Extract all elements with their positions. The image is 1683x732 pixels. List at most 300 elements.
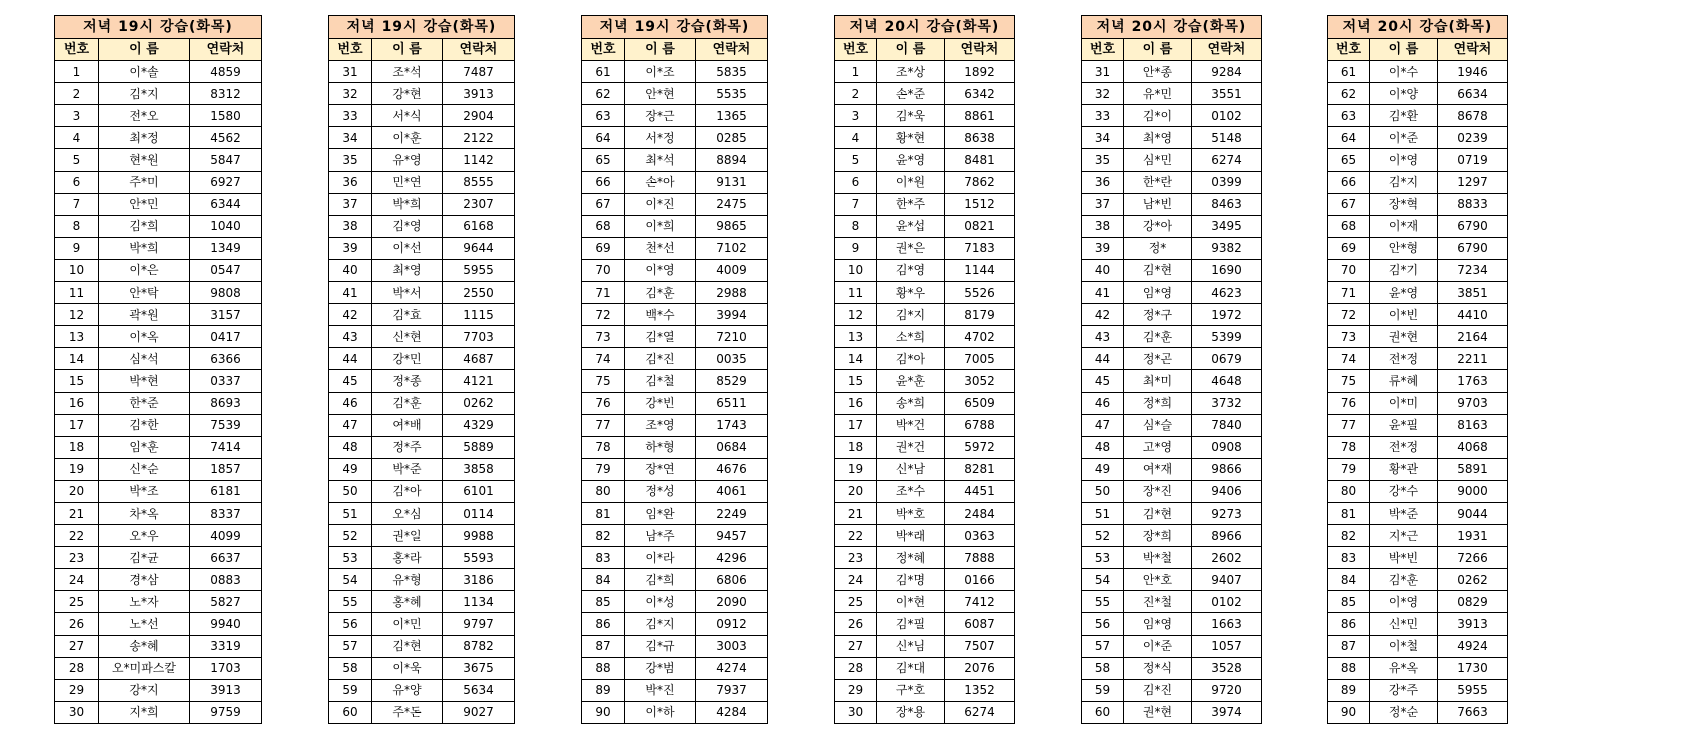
member-name: 장*용 bbox=[877, 701, 945, 723]
member-name: 최*석 bbox=[625, 149, 696, 171]
member-contact: 9382 bbox=[1192, 237, 1262, 259]
table-row bbox=[835, 282, 1015, 304]
member-contact: 6927 bbox=[190, 171, 262, 193]
member-name: 박*준 bbox=[372, 458, 443, 480]
table-row bbox=[329, 569, 515, 591]
row-number: 62 bbox=[582, 83, 625, 105]
member-name: 김*지 bbox=[99, 83, 190, 105]
member-contact: 8678 bbox=[1438, 105, 1508, 127]
member-name: 권*은 bbox=[877, 237, 945, 259]
row-number: 18 bbox=[55, 436, 99, 458]
member-contact: 7663 bbox=[1438, 701, 1508, 723]
row-number: 48 bbox=[329, 436, 372, 458]
member-name: 이*조 bbox=[625, 61, 696, 83]
member-contact: 9720 bbox=[1192, 679, 1262, 701]
table-row bbox=[835, 525, 1015, 547]
member-contact: 8337 bbox=[190, 502, 262, 524]
member-contact: 1115 bbox=[443, 304, 515, 326]
member-name: 이*욱 bbox=[372, 657, 443, 679]
member-name: 이*솔 bbox=[99, 61, 190, 83]
row-number: 28 bbox=[835, 657, 877, 679]
member-name: 유*형 bbox=[372, 569, 443, 591]
member-contact: 9027 bbox=[443, 701, 515, 723]
member-contact: 0102 bbox=[1192, 591, 1262, 613]
roster-table-4 bbox=[834, 15, 1015, 724]
member-name: 장*근 bbox=[625, 105, 696, 127]
table-row bbox=[329, 326, 515, 348]
row-number: 59 bbox=[329, 679, 372, 701]
row-number: 14 bbox=[835, 348, 877, 370]
row-number: 88 bbox=[1328, 657, 1370, 679]
member-name: 이*하 bbox=[625, 701, 696, 723]
member-name: 김*영 bbox=[877, 259, 945, 281]
member-contact: 4562 bbox=[190, 127, 262, 149]
member-contact: 5835 bbox=[696, 61, 768, 83]
member-name: 이*선 bbox=[372, 237, 443, 259]
row-number: 17 bbox=[55, 414, 99, 436]
row-number: 19 bbox=[55, 458, 99, 480]
table-row bbox=[582, 282, 768, 304]
member-name: 신*남 bbox=[877, 458, 945, 480]
row-number: 53 bbox=[1082, 547, 1124, 569]
column-header-no: 번호 bbox=[835, 39, 877, 61]
member-contact: 9644 bbox=[443, 237, 515, 259]
table-row bbox=[329, 458, 515, 480]
member-contact: 4061 bbox=[696, 480, 768, 502]
row-number: 76 bbox=[1328, 392, 1370, 414]
row-number: 35 bbox=[329, 149, 372, 171]
member-contact: 5889 bbox=[443, 436, 515, 458]
member-name: 강*주 bbox=[1370, 679, 1438, 701]
member-name: 정*구 bbox=[1124, 304, 1192, 326]
member-name: 심*민 bbox=[1124, 149, 1192, 171]
member-name: 윤*영 bbox=[877, 149, 945, 171]
member-name: 이*영 bbox=[625, 259, 696, 281]
member-contact: 1512 bbox=[945, 193, 1015, 215]
table-row bbox=[1328, 569, 1508, 591]
column-header-name: 이 름 bbox=[372, 39, 443, 61]
member-contact: 6168 bbox=[443, 215, 515, 237]
member-contact: 1857 bbox=[190, 458, 262, 480]
row-number: 2 bbox=[835, 83, 877, 105]
member-name: 권*현 bbox=[1370, 326, 1438, 348]
member-contact: 0166 bbox=[945, 569, 1015, 591]
row-number: 32 bbox=[329, 83, 372, 105]
table-row bbox=[582, 370, 768, 392]
member-name: 손*아 bbox=[625, 171, 696, 193]
member-name: 주*미 bbox=[99, 171, 190, 193]
table-row bbox=[1082, 657, 1262, 679]
member-contact: 0883 bbox=[190, 569, 262, 591]
table-row bbox=[329, 105, 515, 127]
row-number: 65 bbox=[582, 149, 625, 171]
row-number: 8 bbox=[55, 215, 99, 237]
row-number: 73 bbox=[1328, 326, 1370, 348]
member-name: 고*영 bbox=[1124, 436, 1192, 458]
row-number: 5 bbox=[55, 149, 99, 171]
member-name: 최*영 bbox=[372, 259, 443, 281]
member-contact: 6790 bbox=[1438, 215, 1508, 237]
table-title: 저녁 19시 강습(화목) bbox=[582, 16, 768, 39]
row-number: 89 bbox=[1328, 679, 1370, 701]
table-row bbox=[329, 502, 515, 524]
member-name: 안*호 bbox=[1124, 569, 1192, 591]
table-row bbox=[835, 304, 1015, 326]
member-name: 임*영 bbox=[1124, 282, 1192, 304]
member-contact: 7005 bbox=[945, 348, 1015, 370]
member-contact: 3319 bbox=[190, 635, 262, 657]
row-number: 25 bbox=[55, 591, 99, 613]
member-contact: 6509 bbox=[945, 392, 1015, 414]
row-number: 6 bbox=[55, 171, 99, 193]
table-row bbox=[55, 679, 262, 701]
table-row bbox=[582, 83, 768, 105]
table-title: 저녁 19시 강습(화목) bbox=[55, 16, 262, 39]
member-name: 김*희 bbox=[99, 215, 190, 237]
row-number: 9 bbox=[835, 237, 877, 259]
member-name: 홍*라 bbox=[372, 547, 443, 569]
member-contact: 7487 bbox=[443, 61, 515, 83]
member-name: 김*기 bbox=[1370, 259, 1438, 281]
member-name: 박*조 bbox=[99, 480, 190, 502]
member-name: 윤*영 bbox=[1370, 282, 1438, 304]
row-number: 2 bbox=[55, 83, 99, 105]
member-name: 정*성 bbox=[625, 480, 696, 502]
row-number: 45 bbox=[329, 370, 372, 392]
row-number: 44 bbox=[329, 348, 372, 370]
member-name: 여*재 bbox=[1124, 458, 1192, 480]
table-row bbox=[582, 436, 768, 458]
member-contact: 1972 bbox=[1192, 304, 1262, 326]
member-contact: 3994 bbox=[696, 304, 768, 326]
column-header-no: 번호 bbox=[1082, 39, 1124, 61]
member-name: 지*희 bbox=[99, 701, 190, 723]
row-number: 63 bbox=[1328, 105, 1370, 127]
table-title: 저녁 20시 강습(화목) bbox=[835, 16, 1015, 39]
table-row bbox=[1082, 127, 1262, 149]
table-row bbox=[1082, 215, 1262, 237]
row-number: 38 bbox=[1082, 215, 1124, 237]
table-row bbox=[55, 348, 262, 370]
member-name: 심*석 bbox=[99, 348, 190, 370]
member-name: 조*영 bbox=[625, 414, 696, 436]
member-contact: 7412 bbox=[945, 591, 1015, 613]
member-name: 유*옥 bbox=[1370, 657, 1438, 679]
member-name: 오*미파스칼 bbox=[99, 657, 190, 679]
table-row bbox=[329, 657, 515, 679]
table-row bbox=[55, 502, 262, 524]
table-row bbox=[1082, 61, 1262, 83]
member-contact: 2122 bbox=[443, 127, 515, 149]
member-contact: 5399 bbox=[1192, 326, 1262, 348]
member-contact: 9797 bbox=[443, 613, 515, 635]
row-number: 74 bbox=[1328, 348, 1370, 370]
column-header-name: 이 름 bbox=[625, 39, 696, 61]
member-contact: 9759 bbox=[190, 701, 262, 723]
row-number: 68 bbox=[1328, 215, 1370, 237]
row-number: 72 bbox=[582, 304, 625, 326]
table-row bbox=[329, 414, 515, 436]
member-contact: 2484 bbox=[945, 502, 1015, 524]
member-contact: 0719 bbox=[1438, 149, 1508, 171]
member-contact: 8163 bbox=[1438, 414, 1508, 436]
member-contact: 4648 bbox=[1192, 370, 1262, 392]
row-number: 28 bbox=[55, 657, 99, 679]
table-row bbox=[835, 348, 1015, 370]
column-header-name: 이 름 bbox=[877, 39, 945, 61]
member-name: 장*진 bbox=[1124, 480, 1192, 502]
row-number: 84 bbox=[1328, 569, 1370, 591]
member-contact: 8782 bbox=[443, 635, 515, 657]
member-contact: 3157 bbox=[190, 304, 262, 326]
table-row bbox=[582, 392, 768, 414]
member-contact: 4068 bbox=[1438, 436, 1508, 458]
row-number: 89 bbox=[582, 679, 625, 701]
member-name: 권*일 bbox=[372, 525, 443, 547]
member-name: 손*준 bbox=[877, 83, 945, 105]
member-name: 오*우 bbox=[99, 525, 190, 547]
table-row bbox=[55, 635, 262, 657]
member-name: 김*진 bbox=[625, 348, 696, 370]
row-number: 57 bbox=[1082, 635, 1124, 657]
member-contact: 8281 bbox=[945, 458, 1015, 480]
member-name: 김*아 bbox=[877, 348, 945, 370]
table-row bbox=[329, 348, 515, 370]
table-row bbox=[329, 436, 515, 458]
row-number: 21 bbox=[55, 502, 99, 524]
table-row bbox=[329, 480, 515, 502]
table-row bbox=[835, 392, 1015, 414]
row-number: 41 bbox=[1082, 282, 1124, 304]
member-name: 박*준 bbox=[1370, 502, 1438, 524]
member-contact: 1892 bbox=[945, 61, 1015, 83]
row-number: 42 bbox=[329, 304, 372, 326]
table-row bbox=[835, 480, 1015, 502]
table-row bbox=[55, 569, 262, 591]
table-row bbox=[329, 370, 515, 392]
member-name: 박*래 bbox=[877, 525, 945, 547]
table-row bbox=[55, 326, 262, 348]
row-number: 27 bbox=[835, 635, 877, 657]
member-contact: 7266 bbox=[1438, 547, 1508, 569]
member-contact: 9457 bbox=[696, 525, 768, 547]
member-name: 이*훈 bbox=[372, 127, 443, 149]
member-name: 강*범 bbox=[625, 657, 696, 679]
member-name: 노*자 bbox=[99, 591, 190, 613]
member-contact: 8693 bbox=[190, 392, 262, 414]
row-number: 22 bbox=[55, 525, 99, 547]
table-row bbox=[582, 679, 768, 701]
table-row bbox=[1082, 458, 1262, 480]
member-name: 임*훈 bbox=[99, 436, 190, 458]
row-number: 7 bbox=[55, 193, 99, 215]
member-contact: 8861 bbox=[945, 105, 1015, 127]
row-number: 35 bbox=[1082, 149, 1124, 171]
row-number: 64 bbox=[1328, 127, 1370, 149]
member-name: 김*지 bbox=[625, 613, 696, 635]
member-contact: 8894 bbox=[696, 149, 768, 171]
table-row bbox=[835, 237, 1015, 259]
row-number: 78 bbox=[582, 436, 625, 458]
row-number: 81 bbox=[1328, 502, 1370, 524]
member-name: 김*지 bbox=[877, 304, 945, 326]
column-header-name: 이 름 bbox=[1370, 39, 1438, 61]
table-row bbox=[329, 61, 515, 83]
table-row bbox=[55, 193, 262, 215]
member-contact: 0285 bbox=[696, 127, 768, 149]
member-contact: 5634 bbox=[443, 679, 515, 701]
member-name: 황*관 bbox=[1370, 458, 1438, 480]
table-row bbox=[329, 304, 515, 326]
member-name: 소*희 bbox=[877, 326, 945, 348]
member-name: 김*대 bbox=[877, 657, 945, 679]
row-number: 4 bbox=[55, 127, 99, 149]
table-row bbox=[55, 304, 262, 326]
member-name: 안*탁 bbox=[99, 282, 190, 304]
member-contact: 4702 bbox=[945, 326, 1015, 348]
row-number: 14 bbox=[55, 348, 99, 370]
member-contact: 7840 bbox=[1192, 414, 1262, 436]
table-row bbox=[1328, 701, 1508, 723]
member-name: 박*호 bbox=[877, 502, 945, 524]
row-number: 83 bbox=[1328, 547, 1370, 569]
member-contact: 7862 bbox=[945, 171, 1015, 193]
row-number: 34 bbox=[329, 127, 372, 149]
member-name: 주*돈 bbox=[372, 701, 443, 723]
member-name: 박*진 bbox=[625, 679, 696, 701]
table-row bbox=[1082, 613, 1262, 635]
row-number: 60 bbox=[1082, 701, 1124, 723]
member-contact: 8481 bbox=[945, 149, 1015, 171]
member-name: 한*란 bbox=[1124, 171, 1192, 193]
table-row bbox=[1082, 282, 1262, 304]
row-number: 79 bbox=[1328, 458, 1370, 480]
member-contact: 9000 bbox=[1438, 480, 1508, 502]
table-row bbox=[835, 613, 1015, 635]
table-row bbox=[1082, 237, 1262, 259]
member-contact: 9044 bbox=[1438, 502, 1508, 524]
member-contact: 0399 bbox=[1192, 171, 1262, 193]
member-name: 강*아 bbox=[1124, 215, 1192, 237]
row-number: 90 bbox=[582, 701, 625, 723]
table-row bbox=[55, 237, 262, 259]
member-name: 장*희 bbox=[1124, 525, 1192, 547]
table-row bbox=[329, 282, 515, 304]
row-number: 82 bbox=[1328, 525, 1370, 547]
table-row bbox=[1328, 127, 1508, 149]
member-name: 이*진 bbox=[625, 193, 696, 215]
table-row bbox=[55, 436, 262, 458]
table-row bbox=[55, 392, 262, 414]
row-number: 46 bbox=[1082, 392, 1124, 414]
member-contact: 2076 bbox=[945, 657, 1015, 679]
member-contact: 1663 bbox=[1192, 613, 1262, 635]
row-number: 20 bbox=[55, 480, 99, 502]
member-contact: 2164 bbox=[1438, 326, 1508, 348]
row-number: 52 bbox=[329, 525, 372, 547]
member-contact: 4284 bbox=[696, 701, 768, 723]
table-row bbox=[1328, 547, 1508, 569]
member-contact: 4009 bbox=[696, 259, 768, 281]
row-number: 77 bbox=[582, 414, 625, 436]
member-name: 김*훈 bbox=[1370, 569, 1438, 591]
roster-table-6 bbox=[1327, 15, 1508, 724]
member-name: 김*현 bbox=[372, 635, 443, 657]
member-contact: 1057 bbox=[1192, 635, 1262, 657]
table-row bbox=[1328, 61, 1508, 83]
column-header-no: 번호 bbox=[1328, 39, 1370, 61]
row-number: 25 bbox=[835, 591, 877, 613]
table-row bbox=[1082, 525, 1262, 547]
member-name: 김*훈 bbox=[625, 282, 696, 304]
member-contact: 3851 bbox=[1438, 282, 1508, 304]
member-name: 김*욱 bbox=[877, 105, 945, 127]
table-row bbox=[1328, 458, 1508, 480]
member-contact: 4410 bbox=[1438, 304, 1508, 326]
table-row bbox=[835, 105, 1015, 127]
table-row bbox=[835, 414, 1015, 436]
table-row bbox=[55, 458, 262, 480]
table-row bbox=[1082, 83, 1262, 105]
member-contact: 0417 bbox=[190, 326, 262, 348]
row-number: 19 bbox=[835, 458, 877, 480]
member-contact: 9284 bbox=[1192, 61, 1262, 83]
member-contact: 2090 bbox=[696, 591, 768, 613]
row-number: 67 bbox=[1328, 193, 1370, 215]
member-name: 김*효 bbox=[372, 304, 443, 326]
member-contact: 7539 bbox=[190, 414, 262, 436]
table-row bbox=[1328, 414, 1508, 436]
row-number: 71 bbox=[582, 282, 625, 304]
member-name: 김*명 bbox=[877, 569, 945, 591]
column-header-contact: 연락처 bbox=[443, 39, 515, 61]
table-row bbox=[1328, 370, 1508, 392]
table-row bbox=[1082, 635, 1262, 657]
table-row bbox=[55, 282, 262, 304]
member-name: 하*형 bbox=[625, 436, 696, 458]
member-contact: 9866 bbox=[1192, 458, 1262, 480]
table-row bbox=[582, 701, 768, 723]
member-name: 이*영 bbox=[1370, 149, 1438, 171]
member-contact: 8312 bbox=[190, 83, 262, 105]
member-name: 정*혜 bbox=[877, 547, 945, 569]
row-number: 13 bbox=[55, 326, 99, 348]
member-name: 이*희 bbox=[625, 215, 696, 237]
table-row bbox=[1082, 502, 1262, 524]
member-name: 유*민 bbox=[1124, 83, 1192, 105]
member-name: 조*석 bbox=[372, 61, 443, 83]
row-number: 80 bbox=[582, 480, 625, 502]
row-number: 43 bbox=[329, 326, 372, 348]
member-name: 윤*필 bbox=[1370, 414, 1438, 436]
member-contact: 4924 bbox=[1438, 635, 1508, 657]
member-name: 이*옥 bbox=[99, 326, 190, 348]
member-name: 박*서 bbox=[372, 282, 443, 304]
row-number: 3 bbox=[835, 105, 877, 127]
member-contact: 0114 bbox=[443, 502, 515, 524]
row-number: 4 bbox=[835, 127, 877, 149]
table-row bbox=[582, 171, 768, 193]
member-contact: 6101 bbox=[443, 480, 515, 502]
member-name: 이*양 bbox=[1370, 83, 1438, 105]
table-row bbox=[55, 657, 262, 679]
member-contact: 8555 bbox=[443, 171, 515, 193]
table-row bbox=[329, 701, 515, 723]
row-number: 29 bbox=[835, 679, 877, 701]
row-number: 26 bbox=[835, 613, 877, 635]
member-contact: 3551 bbox=[1192, 83, 1262, 105]
row-number: 21 bbox=[835, 502, 877, 524]
